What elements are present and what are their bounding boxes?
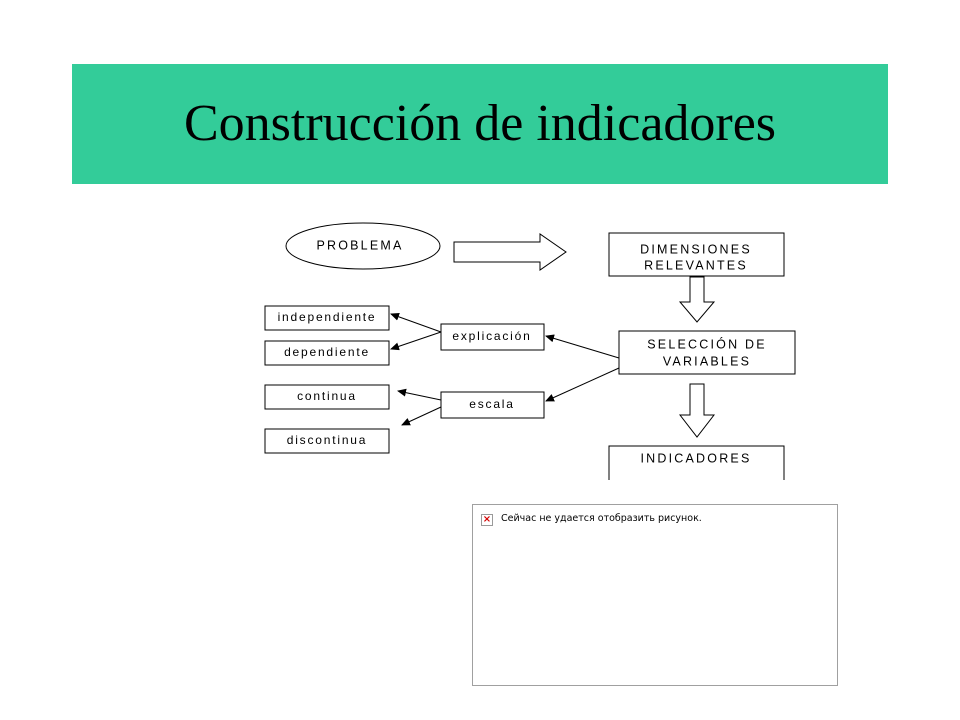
block-arrow-right <box>454 234 566 270</box>
dimensiones-node <box>609 233 784 276</box>
dimensiones-label-line2: RELEVANTES <box>644 258 748 273</box>
indicadores-label: INDICADORES <box>640 451 752 466</box>
problema-label: PROBLEMA <box>316 238 404 253</box>
arrow-explicacion-to-dependiente <box>391 332 441 349</box>
independiente-label: independiente <box>277 310 377 325</box>
explicacion-node <box>441 324 544 350</box>
seleccion-label-line2: VARIABLES <box>662 354 752 369</box>
escala-node <box>441 392 544 418</box>
arrow-explicacion-to-independiente <box>391 314 441 332</box>
broken-image-icon: × <box>482 514 492 525</box>
arrow-seleccion-to-explicacion <box>546 336 619 358</box>
arrow-seleccion-to-escala <box>546 368 619 401</box>
continua-node <box>265 385 389 409</box>
escala-label: escala <box>469 397 515 412</box>
indicadores-node <box>609 446 784 480</box>
dependiente-node <box>265 341 389 365</box>
slide-title: Construcción de indicadores <box>183 95 777 152</box>
problema-node <box>286 223 440 269</box>
discontinua-label: discontinua <box>286 433 368 448</box>
broken-image-message: Сейчас не удается отобразить рисунок. <box>501 513 702 524</box>
continua-label: continua <box>297 389 357 404</box>
arrow-escala-to-continua <box>398 391 441 400</box>
arrow-escala-to-discontinua <box>402 407 441 425</box>
seleccion-node <box>619 331 795 374</box>
block-arrow-down-2 <box>680 384 714 437</box>
discontinua-node <box>265 429 389 453</box>
dependiente-label: dependiente <box>284 345 370 360</box>
broken-image-placeholder <box>472 504 838 686</box>
seleccion-label-line1: SELECCIÓN DE <box>647 337 767 352</box>
independiente-node <box>265 306 389 330</box>
dimensiones-label-line1: DIMENSIONES <box>640 242 752 257</box>
explicacion-label: explicación <box>452 329 532 344</box>
block-arrow-down-1 <box>680 277 714 322</box>
